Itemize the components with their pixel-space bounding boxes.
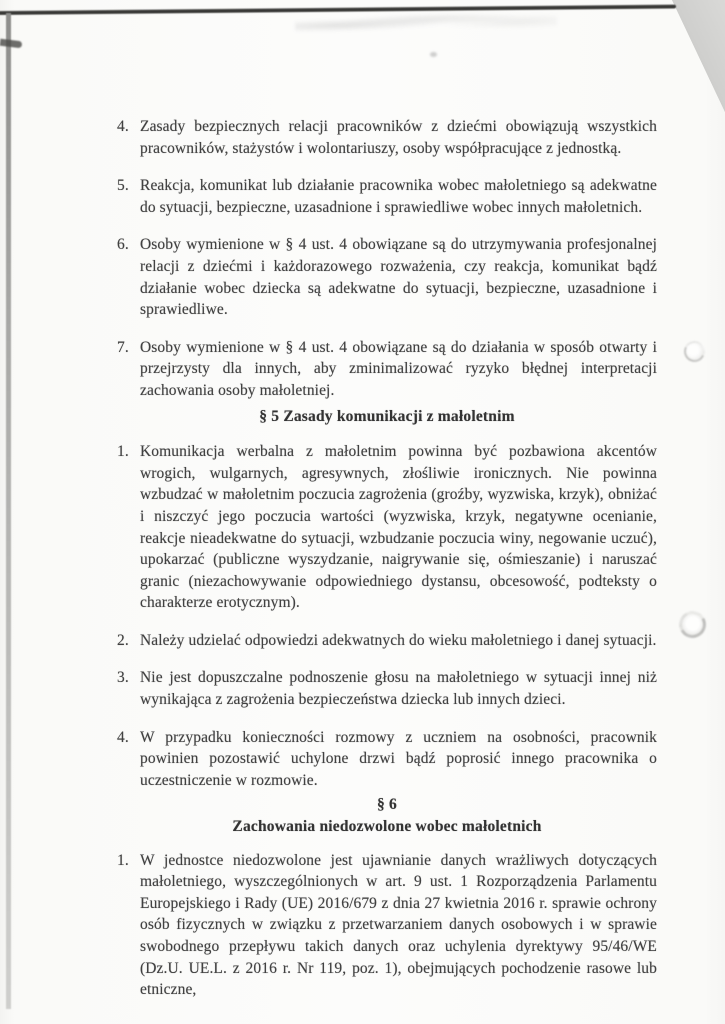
item-text: Osoby wymienione w § 4 ust. 4 obowiązane są do działania w sposób otwarty i przejrzysty dla innych, aby zminimalizować ryzyko błędnej interpretacji zachowania osoby małoletniej. — [140, 338, 657, 399]
item-text: Należy udzielać odpowiedzi adekwatnych do wieku małoletniego i danej sytuacji. — [140, 631, 657, 649]
item-number: 2. — [117, 631, 129, 649]
list-section-6 — [117, 850, 657, 1001]
item-number: 4. — [117, 728, 129, 746]
scan-left-edge-line — [6, 13, 11, 1009]
list-item — [117, 727, 657, 792]
section-6-heading — [117, 794, 657, 837]
item-number: 1. — [117, 851, 129, 869]
item-text: Osoby wymienione w § 4 ust. 4 obowiązane są do utrzymywania profesjonalnej relacji z dziećmi i każdorazowego rozważenia, czy reakcja, komunikat bądź działanie wobec dziecka są adekwatne do sytuacji, bezpieczne, uzasadnione i sprawiedliwe. — [140, 236, 657, 319]
item-text: Nie jest dopuszczalne podnoszenie głosu na małoletniego w sytuacji innej niż wynikająca z zagrożenia bezpieczeństwa dziecka lub innych dzieci. — [140, 669, 657, 709]
list-item — [117, 175, 657, 218]
item-number: 1. — [117, 443, 129, 461]
list-item — [117, 234, 657, 320]
section-6-heading-title: Zachowania niedozwolone wobec małoletnich — [232, 818, 542, 836]
item-text: Komunikacja werbalna z małoletnim powinna być pozbawiona akcentów wrogich, wulgarnych, agresywnych, złośliwie ironicznych. Nie powinna wzbudzać w małoletnim poczucia zagrożenia (groźby, wyzwiska, krzyk), obniżać i niszczyć jego poczucia wartości (wyzwiska, krzyk, negatywne ocenianie, reakcje nieadekwatne do sytuacji, wzbudzanie poczucia winy, negowanie uczuć), upokarzać (publiczne wyszydzanie, naigrywanie się, ośmieszanie) i naruszać granic (niezachowywanie odpowiedniego dystansu, obcesowość, podteksty o charakterze erotycznym). — [140, 443, 657, 612]
list-item — [117, 667, 657, 710]
list-item — [117, 441, 657, 614]
item-text: Zasady bezpiecznych relacji pracowników z dziećmi obowiązują wszystkich pracowników, stażystów i wolontariuszy, osoby współpracujące z jednostką. — [140, 118, 657, 157]
list-item — [117, 337, 657, 402]
list-section-5 — [117, 441, 657, 791]
section-6-heading-number: § 6 — [377, 796, 397, 814]
item-number: 7. — [117, 338, 129, 356]
document-content — [117, 116, 657, 1001]
list-section-4 — [117, 116, 657, 402]
section-5-heading: § 5 Zasady komunikacji z małoletnim — [259, 407, 515, 425]
item-number: 3. — [117, 669, 129, 687]
item-text: W przypadku konieczności rozmowy z uczniem na osobności, pracownik powinien pozostawić uchylone drzwi bądź poprosić innego pracownika o uczestniczenie w rozmowie. — [140, 728, 657, 789]
list-item — [117, 116, 657, 159]
item-number: 6. — [117, 236, 129, 254]
scan-speck — [430, 52, 437, 57]
item-text: W jednostce niedozwolone jest ujawnianie danych wrażliwych dotyczących małoletniego, wyszczególnionych w art. 9 ust. 1 Rozporządzenia Parlamentu Europejskiego i Rady (UE) 2016/679 z dnia 27 kwietnia 2016 r. sprawie ochrony osób fizycznych w związku z przetwarzaniem danych osobowych i w sprawie swobodnego przepływu takich danych oraz uchylenia dyrektywy 95/46/WE (Dz.U. UE.L. z 2016 r. Nr 119, poz. 1), obejmujących pochodzenie rasowe lub etniczne, — [140, 851, 657, 999]
list-item — [117, 850, 657, 1001]
item-number: 4. — [117, 118, 129, 135]
item-number: 5. — [117, 177, 129, 195]
list-item — [117, 630, 657, 652]
item-text: Reakcja, komunikat lub działanie pracownika wobec małoletniego są adekwatne do sytuacji, bezpieczne, uzasadnione i sprawiedliwe wobec innych małoletnich. — [140, 177, 657, 216]
